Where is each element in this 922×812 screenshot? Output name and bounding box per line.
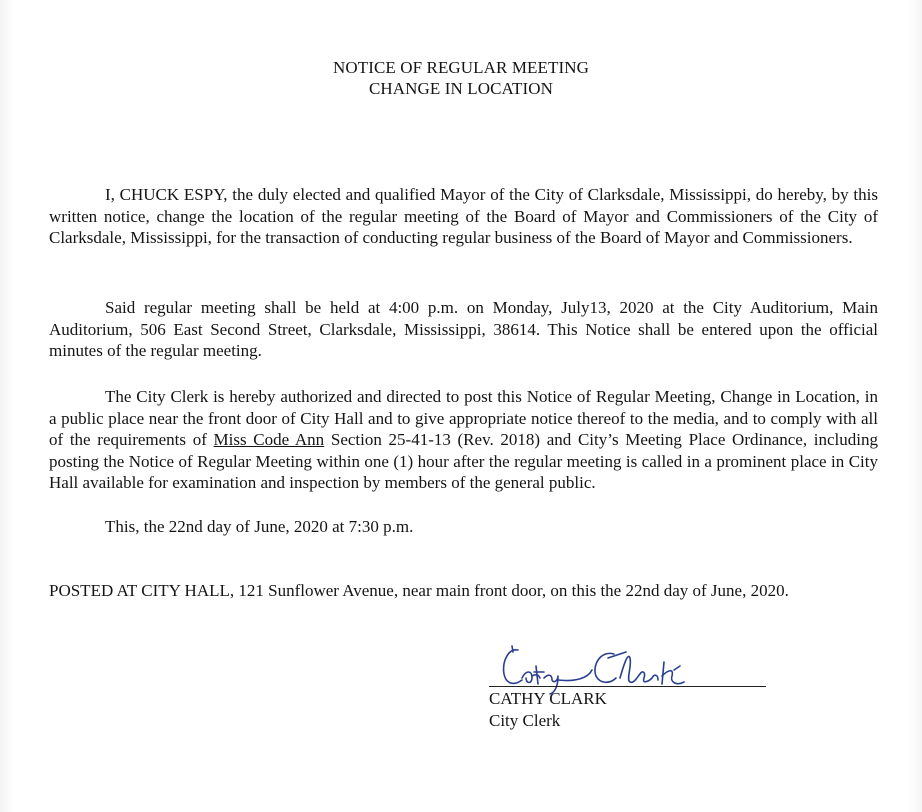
paragraph-mayor-declaration: I, CHUCK ESPY, the duly elected and qualified Mayor of the City of Clarksdale, Mississippi, do hereby, by this written notice, change the location of the regular meeting of the Board of Mayor and Commissioners of the City of Clarksdale, Mississippi, for the transaction of conducting regular business of the Board of Mayor and Commissioners. [49,185,878,247]
notice-subtitle: CHANGE IN LOCATION [368,79,554,98]
signature-line [489,686,766,687]
paragraph-clerk-authorization-text-end: Section 25-41-13 (Rev. 2018) and City’s Meeting Place Ordinance, including posting the Notice of Regular Meeting within one (1) hour after the regular meeting is called in a prominent place in City Hall available for examination and inspection by members of the general public. [49,430,878,492]
paragraph-clerk-authorization [49,386,878,494]
statute-citation: Miss Code Ann [213,430,325,449]
signer-name: CATHY CLARK [489,689,607,708]
notice-title: NOTICE OF REGULAR MEETING [332,58,590,77]
posted-line: POSTED AT CITY HALL, 121 Sunflower Avenue, near main front door, on this the 22nd day of June, 2020. [49,581,789,600]
dated-line: This, the 22nd day of June, 2020 at 7:30 p.m. [105,517,414,536]
signer-title: City Clerk [489,711,561,730]
paragraph-clerk-authorization-text: The City Clerk is hereby authorized and directed to post this Notice of Regular Meeting, Change in Location, in a public place near the front door of City Hall and to give appropriate notice thereof to the media, and to comply with all of the requirements of [49,387,878,449]
paragraph-meeting-details: Said regular meeting shall be held at 4:00 p.m. on Monday, July13, 2020 at the City Auditorium, Main Auditorium, 506 East Second Street, Clarksdale, Mississippi, 38614. This Notice shall be entered upon the official minutes of the regular meeting. [49,298,878,360]
